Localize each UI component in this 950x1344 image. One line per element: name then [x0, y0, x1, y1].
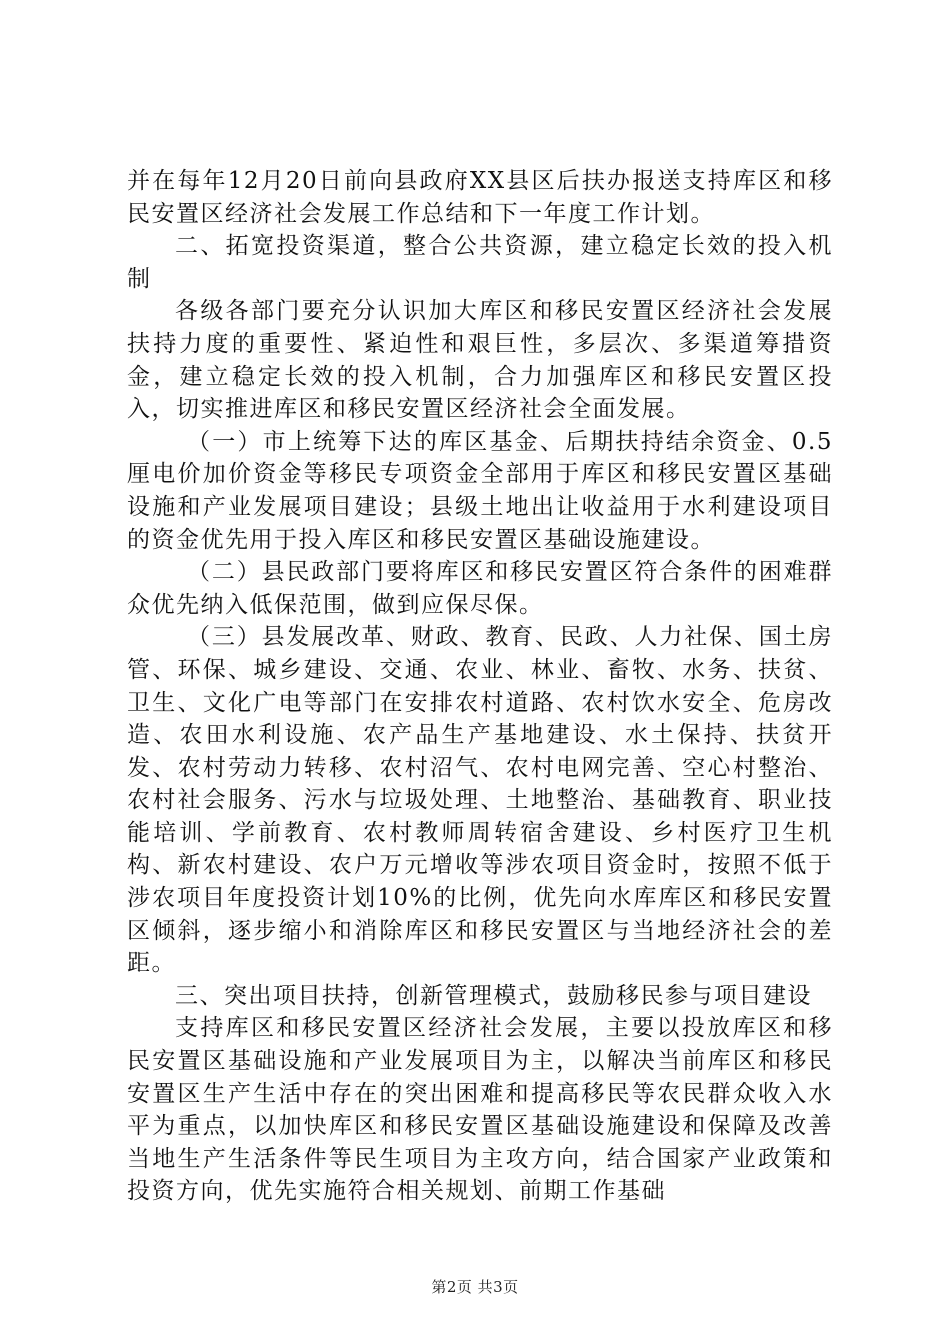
- document-body: [127, 165, 833, 1208]
- paragraph-continuation: 并在每年12月20日前向县政府XX县区后扶办报送支持库区和移民安置区经济社会发展工作总结和下一年度工作计划。: [127, 168, 833, 227]
- page-number-label: 第2页 共3页: [431, 1278, 519, 1296]
- page-footer: [0, 1276, 950, 1297]
- paragraph-item-2: （二）县民政部门要将库区和移民安置区符合条件的困难群众优先纳入低保范围，做到应保尽保。: [127, 559, 833, 618]
- section-heading-2: 二、拓宽投资渠道，整合公共资源，建立稳定长效的投入机制: [127, 233, 833, 292]
- paragraph-item-3: （三）县发展改革、财政、教育、民政、人力社保、国土房管、环保、城乡建设、交通、农业、林业、畜牧、水务、扶贫、卫生、文化广电等部门在安排农村道路、农村饮水安全、危房改造、农田水利设施、农产品生产基地建设、水土保持、扶贫开发、农村劳动力转移、农村沼气、农村电网完善、空心村整治、农村社会服务、污水与垃圾处理、土地整治、基础教育、职业技能培训、学前教育、农村教师周转宿舍建设、乡村医疗卫生机构、新农村建设、农户万元增收等涉农项目资金时，按照不低于涉农项目年度投资计划10%的比例，优先向水库库区和移民安置区倾斜，逐步缩小和消除库区和移民安置区与当地经济社会的差距。: [127, 624, 833, 977]
- paragraph-item-1: （一）市上统筹下达的库区基金、后期扶持结余资金、0.5厘电价加价资金等移民专项资金全部用于库区和移民安置区基础设施和产业发展项目建设；县级土地出让收益用于水利建设项目的资金优先用于投入库区和移民安置区基础设施建设。: [127, 428, 833, 553]
- section-heading-3: 三、突出项目扶持，创新管理模式，鼓励移民参与项目建设: [175, 982, 812, 1009]
- paragraph-section-2: 各级各部门要充分认识加大库区和移民安置区经济社会发展扶持力度的重要性、紧迫性和艰巨性，多层次、多渠道筹措资金，建立稳定长效的投入机制，合力加强库区和移民安置区投入，切实推进库区和移民安置区经济社会全面发展。: [127, 298, 833, 423]
- paragraph-section-3: 支持库区和移民安置区经济社会发展，主要以投放库区和移民安置区基础设施和产业发展项目为主，以解决当前库区和移民安置区生产生活中存在的突出困难和提高移民等农民群众收入水平为重点，以加快库区和移民安置区基础设施建设和保障及改善当地生产生活条件等民生项目为主攻方向，结合国家产业政策和投资方向，优先实施符合相关规划、前期工作基础: [127, 1015, 833, 1205]
